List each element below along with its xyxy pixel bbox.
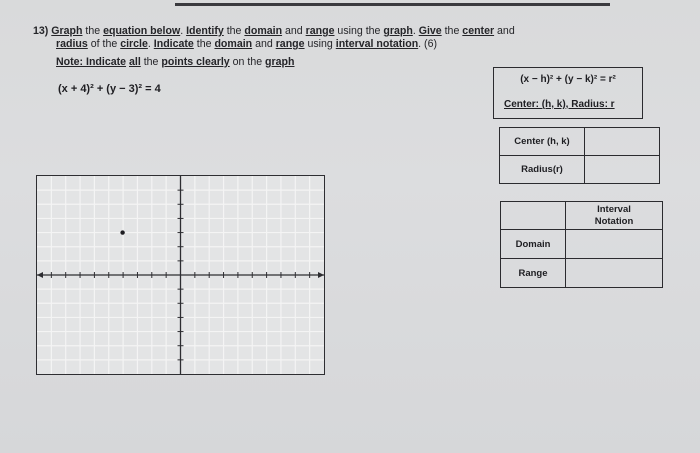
question-word: equation below [103,25,181,37]
question-word: the [140,56,162,68]
question-word: the [193,38,215,50]
standard-form-equation: (x − h)² + (y − k)² = r² [520,74,616,85]
table-row [501,202,663,230]
question-word: circle [120,38,148,50]
question-word: Note: Indicate [56,56,127,68]
question-word: on the [229,56,266,68]
interval-notation-header-text: Interval Notation [594,203,634,227]
domain-label-cell: Domain [501,230,566,259]
question-word: of the [87,38,121,50]
question-word: radius [56,38,88,50]
question-line-2 [56,38,437,50]
question-word: Identify [186,25,224,37]
table-row [500,128,660,156]
question-word: graph [265,56,295,68]
range-answer-cell[interactable] [566,259,663,288]
question-word: graph [383,25,413,37]
domain-answer-cell[interactable] [566,230,663,259]
center-radius-label: Center: (h, k), Radius: r [504,99,615,110]
question-word: and [252,38,276,50]
question-word: and [282,25,306,37]
table-row [501,230,663,259]
grid-svg [37,176,324,374]
question-word: using the [334,25,384,37]
question-word: . [412,25,419,37]
formula-box [493,67,643,119]
plotted-point [120,230,124,234]
x-axis-arrow [37,272,43,278]
question-word: the [82,25,104,37]
question-word: . [147,38,154,50]
table-row [501,259,663,288]
question-word: Graph [51,25,83,37]
question-word: interval notation [335,38,419,50]
question-word: the [223,25,245,37]
question-word: range [275,38,305,50]
question-word: points clearly [161,56,230,68]
center-radius-table [499,127,660,184]
question-word: . [180,25,187,37]
radius-answer-cell[interactable] [585,156,660,184]
question-word: Give [418,25,442,37]
top-rule [175,3,610,6]
question-word: all [129,56,141,68]
question-number: 13) [33,25,49,37]
question-line-1 [33,25,515,37]
range-label-cell: Range [501,259,566,288]
radius-label-cell: Radius(r) [500,156,585,184]
question-word: range [305,25,335,37]
question-word: and [494,25,515,37]
table-row [500,156,660,184]
question-word: Indicate [153,38,194,50]
question-word: . (6) [418,38,438,50]
question-word: center [462,25,495,37]
question-word: domain [214,38,253,50]
x-axis-arrow [318,272,324,278]
question-line-3 [56,56,294,68]
coordinate-grid[interactable] [36,175,325,375]
question-word: domain [244,25,283,37]
center-label-cell: Center (h, k) [500,128,585,156]
question-word: using [304,38,336,50]
given-equation: (x + 4)² + (y − 3)² = 4 [58,83,161,95]
blank-header-cell [501,202,566,230]
center-answer-cell[interactable] [585,128,660,156]
question-word: the [441,25,463,37]
interval-notation-header [566,202,663,230]
interval-notation-table [500,201,663,288]
